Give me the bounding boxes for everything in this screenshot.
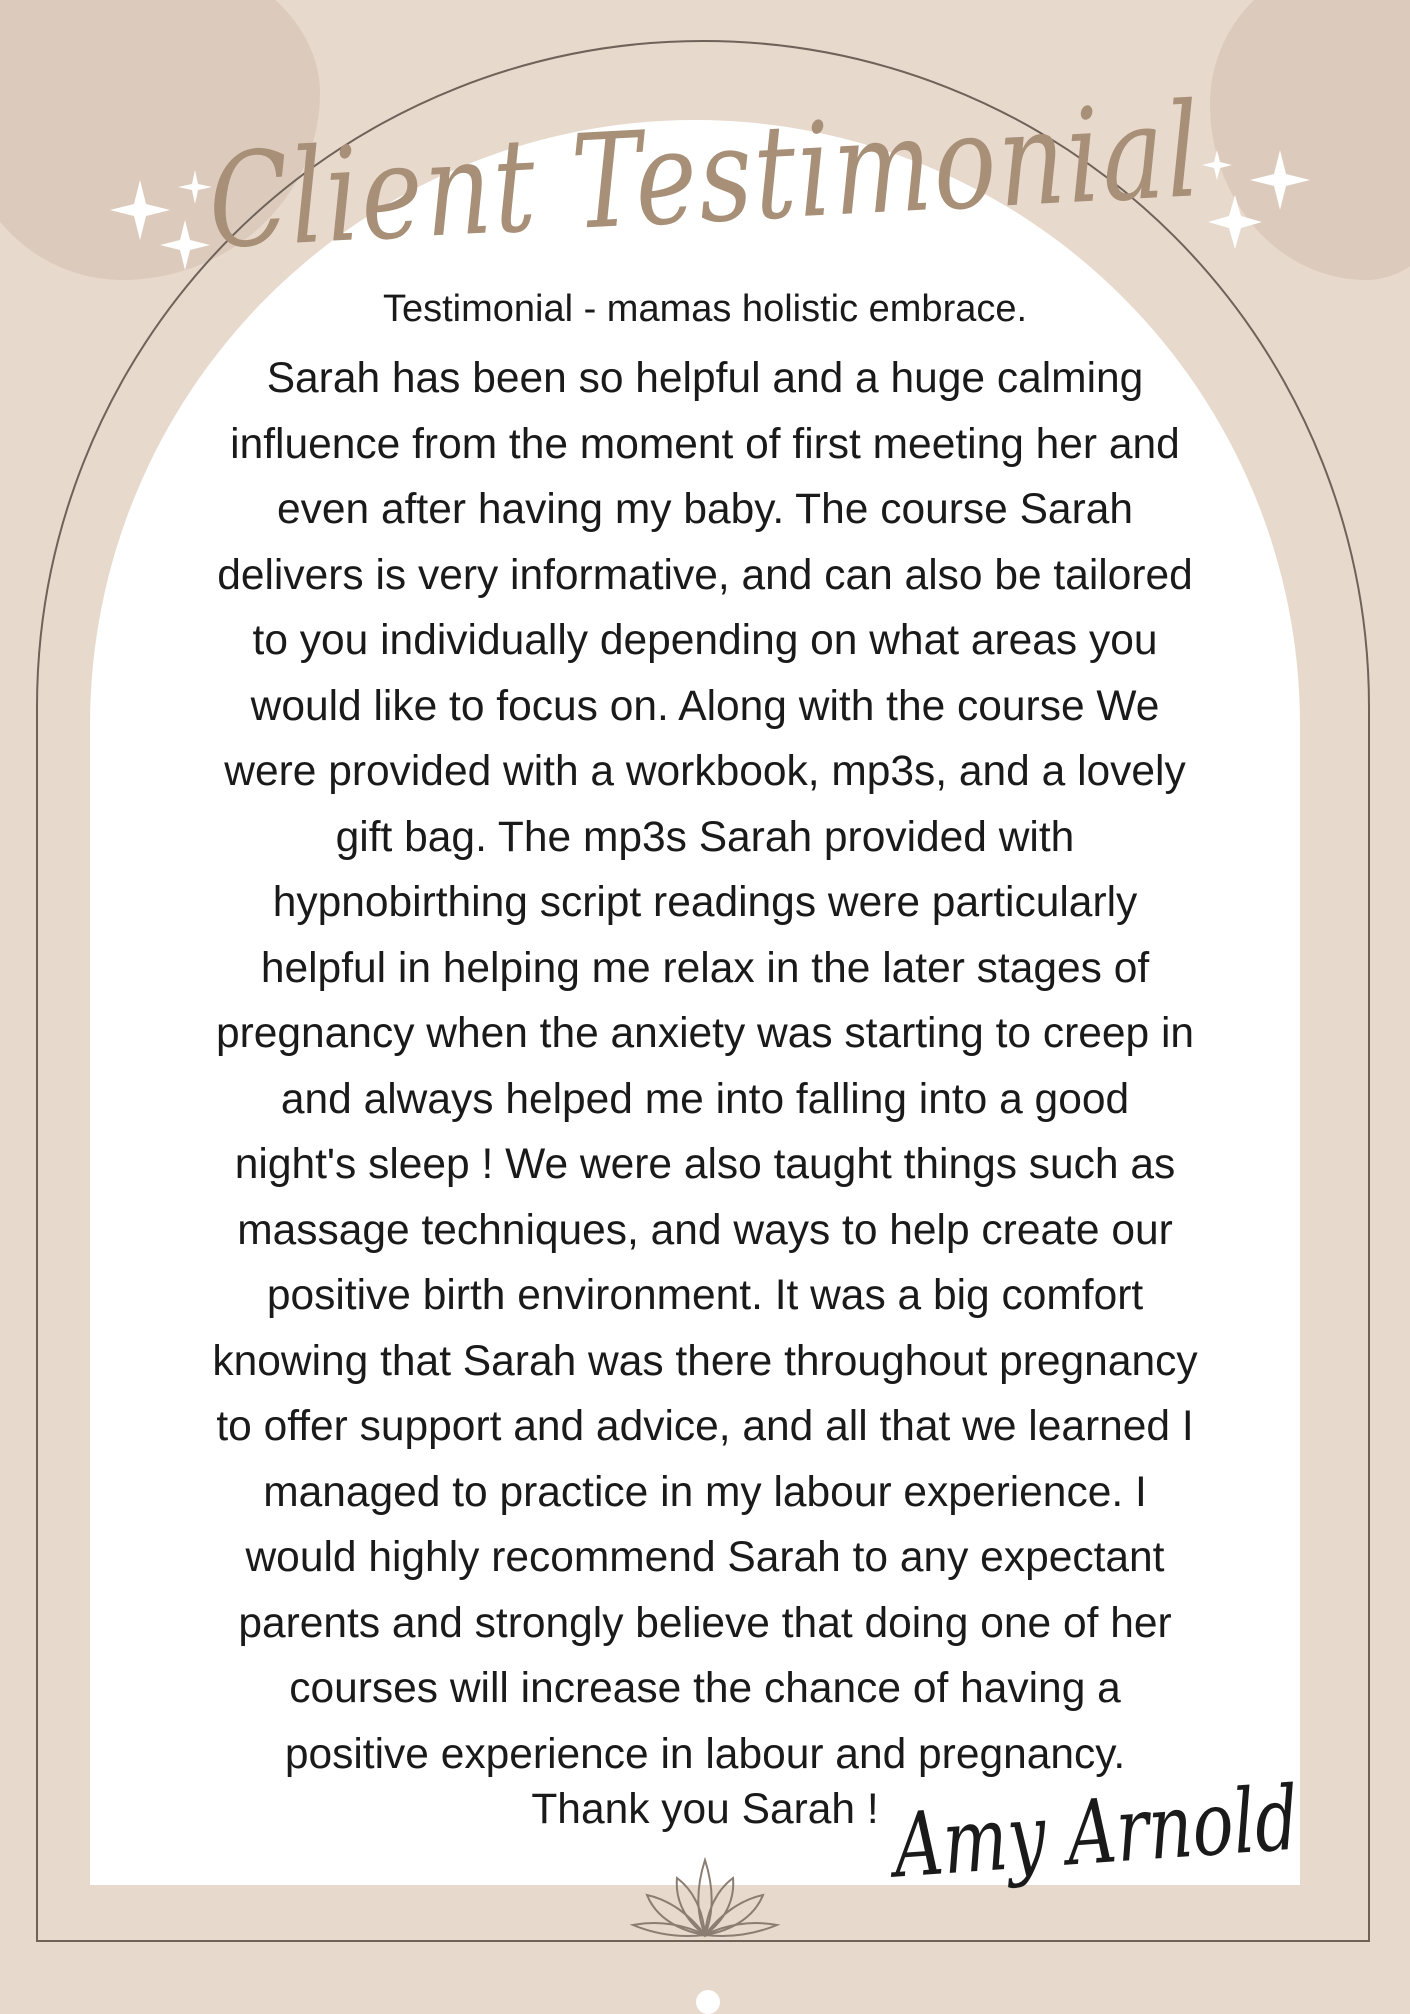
testimonial-line: knowing that Sarah was there throughout pregnancy [212,1337,1198,1385]
floral-ornament-icon [625,1850,785,1940]
signature: Amy Arnold [890,1767,1302,1899]
testimonial-line: Sarah has been so helpful and a huge calming [266,355,1144,402]
testimonial-line: would highly recommend Sarah to any expectant [245,1534,1165,1581]
decorative-dot [696,1990,720,2014]
testimonial-line: massage techniques, and ways to help create our [237,1206,1173,1254]
testimonial-line: helpful in helping me relax in the later stages of [260,944,1150,992]
testimonial-line: to offer support and advice, and all that we learned I [216,1403,1194,1450]
testimonial-line: courses will increase the chance of having a [289,1665,1121,1712]
testimonial-line: positive birth environment. It was a big comfort [266,1272,1144,1319]
testimonial-line: even after having my baby. The course Sarah [277,486,1133,533]
testimonial-line: parents and strongly believe that doing one of her [238,1599,1172,1647]
page-title: Client Testimonial [204,73,1206,279]
testimonial-line: influence from the moment of first meeting her and [230,420,1180,468]
testimonial-line: to you individually depending on what areas you [252,617,1158,664]
testimonial-body [140,346,1270,1787]
testimonial-line: night's sleep ! We were also taught things such as [234,1141,1176,1188]
testimonial-line: hypnobirthing script readings were particularly [272,879,1138,926]
testimonial-line: pregnancy when the anxiety was starting to creep in [215,1010,1195,1057]
testimonial-line: positive experience in labour and pregnancy. [284,1730,1126,1778]
testimonial-line: and always helped me into falling into a good [280,1075,1130,1123]
testimonial-line: managed to practice in my labour experience. I [263,1468,1147,1516]
testimonial-line: were provided with a workbook, mp3s, and a lovely [224,748,1186,795]
testimonial-line: gift bag. The mp3s Sarah provided with [335,813,1075,861]
testimonial-subtitle: Testimonial - mamas holistic embrace. [382,288,1028,330]
testimonial-line: delivers is very informative, and can also be tailored [217,551,1193,599]
testimonial-line: would like to focus on. Along with the course We [250,682,1160,730]
closing-line: Thank you Sarah ! [531,1786,879,1833]
